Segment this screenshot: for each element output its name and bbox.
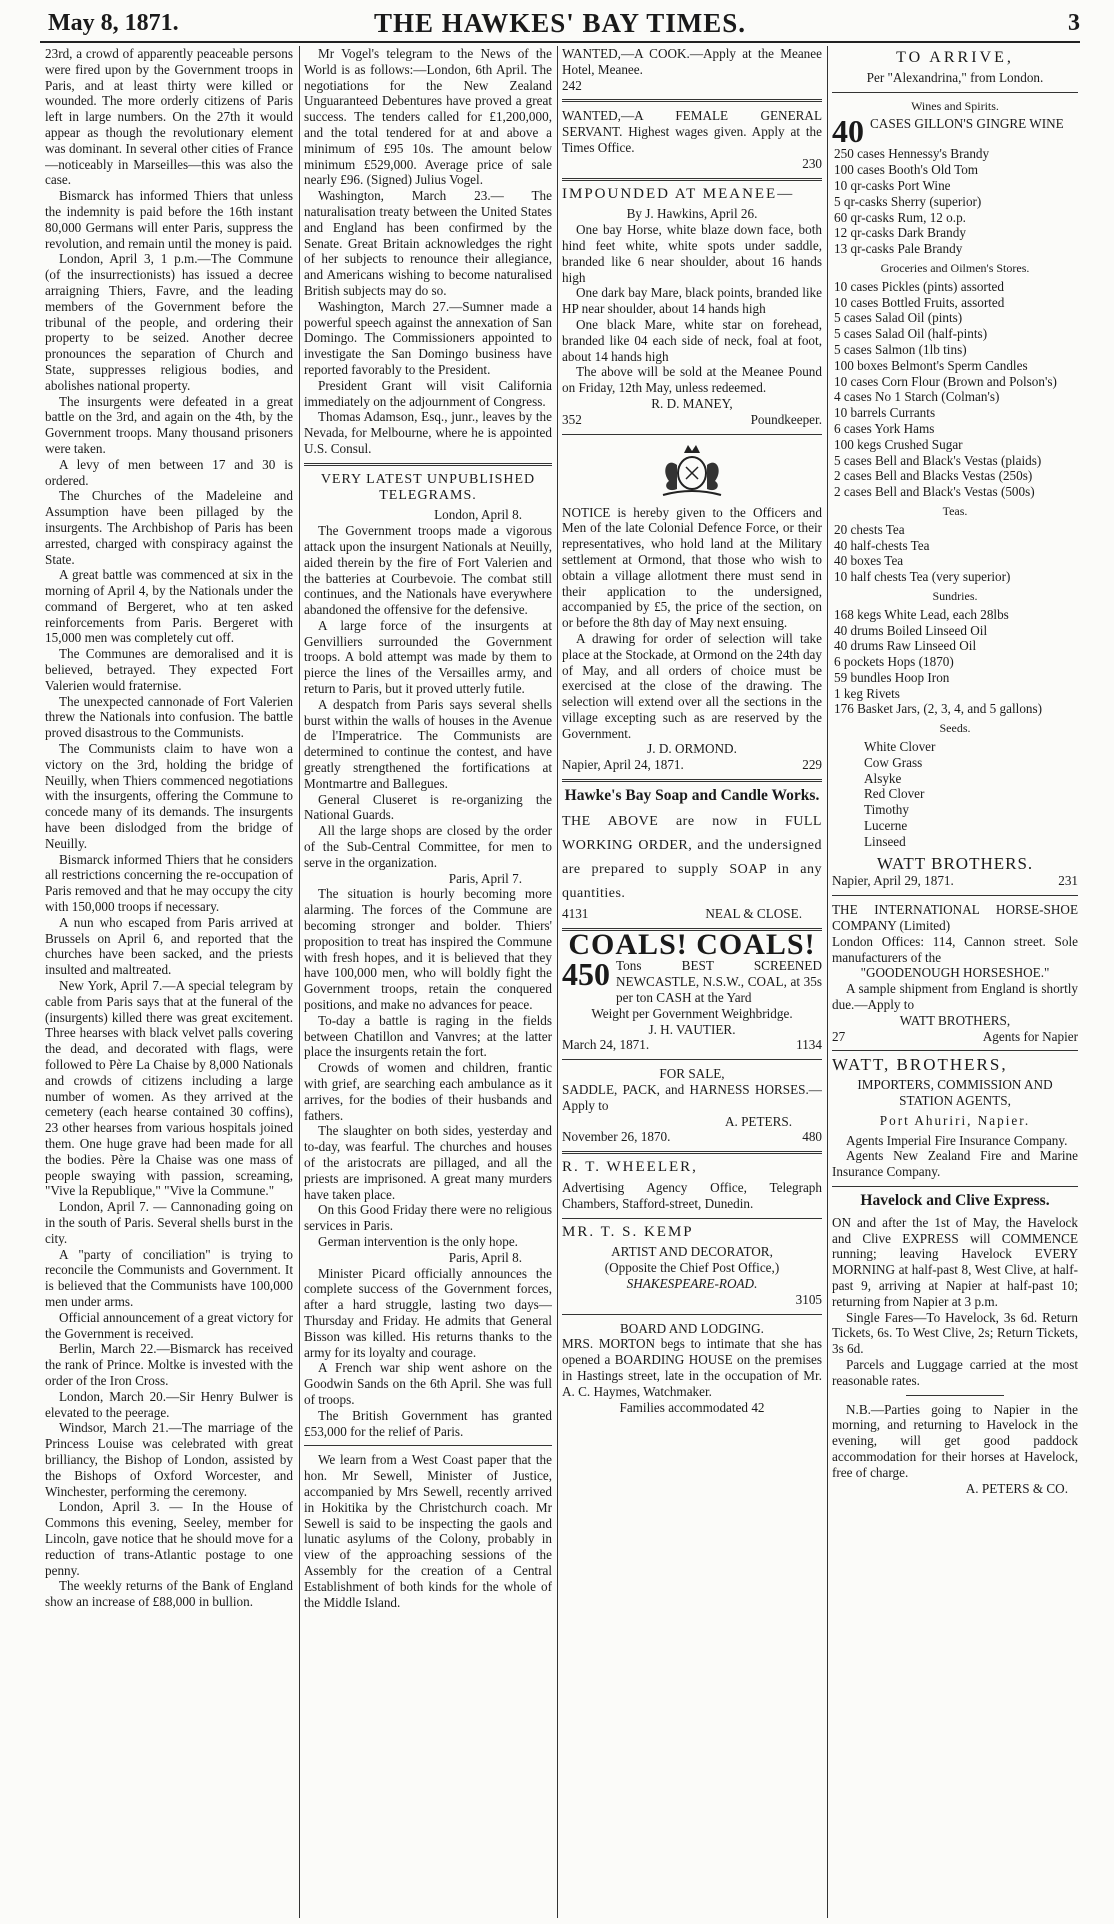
ad-text: Agents for Napier [982,1028,1078,1044]
ad-signature: NEAL & CLOSE. [705,905,802,921]
column-news-1 [45,46,293,1918]
ad-number: 3105 [795,1291,822,1307]
ad-express [832,1193,1078,1496]
divider [832,92,1078,93]
ad-text: A sample shipment from England is shortly due.—Apply to [832,981,1078,1013]
list-item: 12 qr-casks Dark Brandy [834,225,966,241]
ad-signature: WATT BROTHERS. [876,853,1034,873]
ad-date: March 24, 1871. [562,1037,650,1053]
list-item: 40 half-chests Tea [834,537,930,553]
news-paragraph: Washington, March 23.— The naturalisation treaty between the United States and England has been confirmed by the Senate. Great Britain acknowledges the right of her subjects to renounce their allegiance, and Americans wishing to become naturalised British subjects may do so. [304,188,552,298]
ad-signature: A. PETERS. [724,1113,792,1129]
ad-impounded [562,187,822,428]
list-item: Alsyke [864,770,902,786]
list-item: 4 cases No 1 Starch (Colman's) [834,389,1000,405]
news-paragraph: We learn from a West Coast paper that the hon. Mr Sewell, Minister of Justice, accompanied by Mrs Sewell, recently arrived in Hokitika by the Christchurch coach. Mr Sewell is said to be inspecting the gaols and lunatic asylums of the Colony, probably in view of the approaching sessions of the Assembly for the creation of a Central Establishment of both kinds for the whole of the Middle Island. [304,1452,552,1610]
list-item: 6 pockets Hops (1870) [834,654,954,670]
ad-heading: THE INTERNATIONAL HORSE-SHOE COMPANY (Limited) [832,902,1078,934]
list-item: 168 kegs White Lead, each 28lbs [834,606,1009,622]
list-item: 100 cases Booth's Old Tom [834,162,979,178]
column-divider [299,46,300,1918]
telegram-paragraphs [304,523,552,871]
ad-quantity: 40 [832,116,864,147]
list-item: 10 cases Corn Flour (Brown and Polson's) [834,373,1057,389]
dateline: Paris, April 7. [448,870,522,886]
news-paragraph: Washington, March 27.—Sumner made a powerful speech against the annexation of San Domingo. The Commissioners appointed to investigate the San Domingo business have reported favorably to the President. [304,298,552,377]
ad-date: November 26, 1870. [562,1129,671,1145]
ad-subheading: Per "Alexandrina," from London. [866,69,1044,85]
divider [562,434,822,435]
ad-kemp [562,1225,822,1308]
news-paragraph: London, April 3, 1 p.m.—The Commune (of the insurrectionists) has issued a decree arraigning Thiers, Favre, and the leading members of the Government before the tribunal of the people, and ordering their property to be seized. Another decree pronounces the separation of Church and State, suppresses religious bodies, and abolishes national property. [45,251,293,393]
list-item: 59 bundles Hoop Iron [834,669,950,685]
ad-text: THE ABOVE are now in FULL WORKING ORDER, and the undersigned are prepared to supply SOAP in any quantities. [562,813,822,901]
ad-body [562,222,822,396]
ad-text: Parcels and Luggage carried at the most reasonable rates. [832,1356,1078,1388]
divider [304,1445,552,1446]
ad-number: 229 [802,757,822,773]
page-number: 3 [1068,10,1080,36]
ad-for-sale [562,1066,822,1145]
ad-heading: TO ARRIVE, [896,49,1014,66]
royal-crest-icon [562,441,822,499]
ad-text: Weight per Government Weighbridge. [591,1005,793,1021]
ad-coals [562,927,822,1054]
list-item: 1 keg Rivets [834,685,900,701]
column-news-2 [304,46,552,1918]
news-paragraph: Windsor, March 21.—The marriage of the Princess Louise was celebrated with great brilliancy, the Bishop of London, assisted by the Bishops of Oxford Worcester, and Winchester, performing the ceremony. [45,1420,293,1499]
news-paragraph: A nun who escaped from Paris arrived at Brussels on April 6, and reported that the churches have been sacked, and the priests insulted and maltreated. [45,914,293,978]
divider [906,1395,1004,1396]
divider [304,463,552,466]
telegram-paragraphs [304,886,552,1249]
news-paragraph: The Communes are demoralised and it is believed, betrayed. They expected Fort Valerien would fraternise. [45,646,293,693]
list-item: 13 qr-casks Pale Brandy [834,241,963,257]
ad-text: "GOODENOUGH HORSESHOE." [860,965,1050,981]
news-paragraph: The Communists claim to have won a victory on the 3rd, holding the bridge of Neuilly, when Thiers commenced negotiations with the insurgents, offering the Commune to concede many of its demands. The insurgents have been dislodged from the bridge of Neuilly. [45,741,293,851]
list-item: 250 cases Hennessy's Brandy [834,146,990,162]
ad-number: 230 [802,155,822,171]
ad-text: SHAKESPEARE-ROAD. [626,1276,758,1292]
ad-number: 480 [802,1129,822,1145]
ad-date: Napier, April 29, 1871. [832,873,954,889]
news-paragraph: Bismarck informed Thiers that he considers all restrictions concerning the re-occupation of Paris removed and that he may occupy the city with 150,000 troops if necessary. [45,851,293,915]
ad-text: WANTED,—A COOK.—Apply at the Meanee Hotel, Meanee. [562,46,822,77]
ad-horseshoe [832,902,1078,1044]
list-item: 60 qr-casks Rum, 12 o.p. [834,209,966,225]
divider [562,178,822,181]
ad-heading: Havelock and Clive Express. [860,1192,1050,1209]
ad-text: WANTED,—A FEMALE GENERAL SERVANT. Highest wages given. Apply at the Times Office. [562,108,822,155]
ad-subheading: IMPORTERS, COMMISSION AND STATION AGENTS, [857,1077,1053,1109]
item-list [832,279,1078,500]
divider [562,1314,822,1315]
dateline: London, April 8. [434,507,522,523]
divider [562,1059,822,1060]
newspaper-title: THE HAWKES' BAY TIMES. [373,8,747,38]
list-item: 2 cases Bell and Black's Vestas (500s) [834,484,1035,500]
ad-number: 231 [1058,873,1078,889]
ad-heading: IMPOUNDED AT MEANEE— [562,185,795,202]
ad-text: N.B.—Parties going to Napier in the morning, and returning to Havelock in the evening, will get good paddock accommodation for their horses at Havelock, free of charge. [832,1401,1078,1480]
news-paragraph: Mr Vogel's telegram to the News of the World is as follows:—London, 6th April. The negotiations for the New Zealand Unguaranteed Debentures have proved a great success. The tenders called for £1,200,000, and the total tendered for at and above a minimum of £95 10s. The amount below minimum £529,000. Average price of sale nearly £96. (Signed) Julius Vogel. [304,46,552,188]
item-list [832,146,1078,257]
section-heading: Teas. [942,503,968,518]
ad-signature: A. PETERS & CO. [965,1480,1068,1496]
list-item: 5 cases Bell and Black's Vestas (plaids) [834,452,1042,468]
list-item: 10 cases Bottled Fruits, assorted [834,294,1005,310]
section-heading: Seeds. [939,721,971,736]
ad-text: Families accommodated 42 [619,1399,765,1415]
news-paragraph: London, April 7. — Cannonading going on in the south of Paris. Several shells burst in the city. [45,1199,293,1246]
news-paragraph: A great battle was commenced at six in the morning of April 4, by the Nationals under the command of Bergeret, who at ten asked reinforcements from Paris. Bergeret with 15,000 men was completely cut off. [45,567,293,646]
column-ads-2 [832,46,1078,1918]
news-paragraph: German intervention is the only hope. [318,1233,518,1249]
ad-text: Single Fares—To Havelock, 3s 6d. Return Tickets, 6s. To West Clive, 2s; Return Tickets, 3s 6d. [832,1309,1078,1357]
list-item: 40 drums Raw Linseed Oil [834,638,977,654]
ad-text: London Offices: 114, Cannon street. Sole manufacturers of the [832,933,1078,965]
item-list [832,522,1078,585]
section-heading: Wines and Spirits. [911,98,999,113]
ad-text: ARTIST AND DECORATOR, [611,1244,773,1260]
ad-heading: R. T. WHEELER, [562,1159,698,1176]
news-paragraph: Berlin, March 22.—Bismarck has received the rank of Prince. Moltke is invested with the order of the Iron Cross. [45,1341,293,1388]
news-paragraph: To-day a battle is raging in the fields between Chatillon and Vanvres; at the latter place the insurgents retain the fort. [304,1012,552,1060]
list-item: 10 cases Pickles (pints) assorted [834,278,1004,294]
ad-wanted-servant [562,108,822,171]
ad-paragraph: The above will be sold at the Meanee Pound on Friday, 12th May, unless redeemed. [562,364,822,396]
news-paragraph: The insurgents were defeated in a great battle on the 3rd, and again on the 4th, by the Government troops. Many thousand prisoners were taken. [45,393,293,456]
list-item: 100 kegs Crushed Sugar [834,436,963,452]
news-paragraph: A "party of conciliation" is trying to reconcile the Communists and Government. It is believed that the Communists have 100,000 men under arms. [45,1246,293,1309]
ad-text: Tons BEST SCREENED NEWCASTLE, N.S.W., COAL, at 35s per ton CASH at the Yard [616,958,822,1006]
news-paragraph: The Churches of the Madeleine and Assumption have been pillaged by the insurgents. The Archbishop of Paris has been arrested, charged with conspiracy against the State. [45,488,293,567]
list-item: 5 qr-casks Sherry (superior) [834,193,982,209]
list-item: 10 barrels Currants [834,405,936,421]
list-item: 100 boxes Belmont's Sperm Candles [834,357,1028,373]
ad-paragraph: One dark bay Mare, black points, branded like HP near shoulder, about 14 hands high [562,285,822,317]
ad-subheading: By J. Hawkins, April 26. [626,206,758,222]
section-heading: Sundries. [932,588,978,603]
ad-soap-works [562,788,822,922]
news-paragraph: All the large shops are closed by the order of the Sub-Central Committee, for men to serve in the organization. [304,823,552,870]
ad-number: 4131 [562,905,589,921]
ad-text: CASES GILLON'S GINGRE WINE [870,116,1064,132]
divider [562,779,822,782]
news-paragraph: The Government troops made a vigorous attack upon the insurgent Nationals at Neuilly, aided therein by the fire of Fort Valerien and the batteries at Courbevoie. The combat still continues, and the Nationals have everywhere abandoned the offensive for the defensive. [304,523,552,618]
ad-paragraph: One black Mare, white star on forehead, branded like 04 each side of neck, foal at foot, about 14 hands high [562,316,822,364]
masthead-rule [40,41,1080,43]
news-paragraph: A levy of men between 17 and 30 is ordered. [45,456,293,488]
ad-heading: WATT, BROTHERS, [832,1055,1008,1075]
ad-number: 27 [832,1028,846,1044]
telegram-paragraphs [304,1266,552,1440]
list-item: 40 boxes Tea [834,553,904,569]
ad-heading: FOR SALE, [659,1066,725,1082]
news-paragraphs [304,46,552,457]
news-paragraph: The British Government has granted £53,000 for the relief of Paris. [304,1407,552,1439]
ad-text: A drawing for order of selection will take place at the Stockade, at Ormond on the 24th day of May, and all orders of choice must be exercised at the close of the drawing. The selection will extend over all the sections in the village excepting such as are reserved by the Government. [562,630,822,741]
ad-text: Agents New Zealand Fire and Marine Insurance Company. [832,1148,1078,1180]
list-item: 5 cases Salad Oil (pints) [834,310,963,326]
news-paragraph: The slaughter on both sides, yesterday and to-day, was fearful. The churches and houses of the aristocrats are pillaged, and all the priests are imprisoned. A great many murders have taken place. [304,1123,552,1202]
list-item: 5 cases Salad Oil (half-pints) [834,326,988,342]
divider [562,1218,822,1219]
news-paragraph: A French war ship went ashore on the Goodwin Sands on the 6th April. She was full of troops. [304,1360,552,1407]
masthead [40,6,1080,40]
ad-signature: WATT BROTHERS, [899,1012,1011,1028]
divider [832,1186,1078,1187]
news-paragraph: General Cluseret is re-organizing the National Guards. [304,791,552,823]
news-paragraph: 23rd, a crowd of apparently peaceable persons were fired upon by the Government troops in Paris, and at least thirty were killed or wounded. The more orderly citizens of Paris left in large numbers. On the 27th it would appear as though the revolutionary element was dominant. In several other cities of France—noticeably in Marseilles—this was also the case. [45,46,293,188]
ad-notice-ormond [562,505,822,774]
column-divider [557,46,558,1918]
ad-text: Agents Imperial Fire Insurance Company. [846,1132,1068,1148]
ad-number: 352 [562,411,582,427]
ad-text: NOTICE is hereby given to the Officers and Men of the late Colonial Defence Force, or their representatives, who hold land at the Military settlement at Ormond, that those who wish to obtain a village allotment there must send in their application to the undersigned, accompanied by £5, the price of the section, on or before the 8th day of May next ensuing. [562,504,822,631]
news-paragraph: New York, April 7.—A special telegram by cable from Paris says that at the funeral of the (insurgents) killed there was great excitement. Three hearses with black velvet palls covering the dead, and decorated with flags, were followed to Père La Chaise by 8,000 Nationals and crowds of citizens including a large number of women. As they arrived at the cemetery (each hearse contained 30 coffins), 23 other hearses from various hospitals joined them. One huge grave had been made for all the bodies. Père la Chaise was one mass of people swaying with passion, screaming, "Vive la Republique," "Vive la Commune." [45,978,293,1199]
list-item: 2 cases Bell and Blacks Vestas (250s) [834,468,1033,484]
ad-heading: Hawke's Bay Soap and Candle Works. [564,787,820,805]
ad-heading: BOARD AND LODGING. [620,1320,764,1336]
ad-heading: COALS! COALS! [568,927,816,961]
list-item: Red Clover [864,786,925,802]
ad-quantity: 450 [562,956,610,993]
divider [562,99,822,102]
column-divider [827,46,828,1918]
news-paragraph: The unexpected cannonade of Fort Valerien threw the Nationals into confusion. The battle proved disastrous to the Communists. [45,693,293,741]
issue-date: May 8, 1871. [48,10,179,36]
column-ads-1 [562,46,822,1918]
ad-wheeler [562,1160,822,1211]
ad-text: Port Ahuriri, Napier. [879,1112,1031,1128]
news-paragraph: On this Good Friday there were no religious services in Paris. [304,1202,552,1234]
news-paragraph: The weekly returns of the Bank of England show an increase of £88,000 in bullion. [45,1578,293,1610]
news-paragraph: President Grant will visit California immediately on the adjournment of Congress. [304,377,552,409]
list-item: Lucerne [864,818,908,834]
divider [832,895,1078,896]
item-list [832,739,1078,850]
ad-signature-role: Poundkeeper. [750,411,822,427]
news-paragraph: Bismarck has informed Thiers that unless the indemnity is paid before the 16th instant 80,000 Germans will enter Paris, suppress the revolution, and remain until the money is paid. [45,188,293,251]
news-paragraph: A large force of the insurgents at Genvilliers surrounded the Government troops. A bold attempt was made by them to pierce the lines of the Versailles army, and return to Paris, but it proved utterly futile. [304,617,552,697]
news-paragraph: Minister Picard officially announces the complete success of the Government forces, after a hard struggle, lasting two days—Thursday and Friday. He admits that General Bisson was killed. His returns thanks to the army for its loyalty and courage. [304,1265,552,1360]
dateline: Paris, April 8. [448,1249,522,1265]
ad-text: SADDLE, PACK, and HARNESS HORSES.—Apply to [562,1082,822,1113]
list-item: 176 Basket Jars, (2, 3, 4, and 5 gallons) [834,701,1043,717]
ad-text: MRS. MORTON begs to intimate that she has opened a BOARDING HOUSE on the premises in Hastings street, late in the occupation of Mr. A. C. Haymes, Watchmaker. [562,1336,822,1399]
news-paragraph: A despatch from Paris says several shells burst within the walls of houses in the Avenue de l'Imperatrice. The Communists are determined to continue the contest, and have greatly strengthened the fortifications at Montmartre and Ballegues. [304,696,552,791]
ad-number: 1134 [796,1037,822,1053]
list-item: Linseed [864,833,906,849]
ad-watt-brothers [832,1057,1078,1180]
ad-heading: MR. T. S. KEMP [562,1223,694,1240]
telegrams-heading: VERY LATEST UNPUBLISHED TELEGRAMS. [320,471,536,503]
news-paragraph: London, March 20.—Sir Henry Bulwer is elevated to the peerage. [45,1388,293,1420]
news-paragraph: Official announcement of a great victory for the Government is received. [45,1309,293,1341]
ad-paragraph: One bay Horse, white blaze down face, both hind feet white, white spots under saddle, branded like 6 near shoulder, about 16 hands high [562,222,822,285]
ad-wanted-cook [562,46,822,93]
news-paragraph: The situation is hourly becoming more alarming. The forces of the Commune are becoming stronger and bolder. Thiers' proposition to treat has inspired the Commune with fresh hopes, and it is believed that they have 100,000 men, who will boldly fight the Government troops, retain the conquered positions, and make no advances for peace. [304,886,552,1013]
news-paragraph: Crowds of women and children, frantic with grief, are searching each ambulance as it arrives, for the bodies of their husbands and fathers. [304,1060,552,1123]
list-item: 20 chests Tea [834,521,905,537]
news-paragraph: London, April 3. — In the House of Commons this evening, Seeley, member for Lincoln, gave notice that he should move for a reduction of trans-Atlantic postage to one penny. [45,1499,293,1578]
ad-text: Advertising Agency Office, Telegraph Chambers, Stafford-street, Dunedin. [562,1180,822,1211]
list-item: Timothy [864,802,909,818]
ad-date: Napier, April 24, 1871. [562,757,684,773]
ad-signature: J. H. VAUTIER. [648,1021,736,1037]
news-paragraph: Thomas Adamson, Esq., junr., leaves by the Nevada, for Melbourne, where he is appointed U.S. Consul. [304,409,552,456]
divider [562,1151,822,1154]
list-item: Cow Grass [864,754,923,770]
list-item: 5 cases Salmon (1lb tins) [834,341,967,357]
list-item: 10 half chests Tea (very superior) [834,569,1011,585]
ad-text: ON and after the 1st of May, the Havelock and Clive EXPRESS will COMMENCE running; leaving Havelock EVERY MORNING at half-past 8, West Clive, at half-past 9, arriving at Napier at half-past 10; returning from Napier at 3 p.m. [832,1214,1078,1309]
list-item: 10 qr-casks Port Wine [834,177,951,193]
ad-signature: R. D. MANEY, [651,395,733,411]
list-item: 40 drums Boiled Linseed Oil [834,622,988,638]
ad-signature: J. D. ORMOND. [647,741,737,757]
item-list [832,607,1078,718]
section-heading: Groceries and Oilmen's Stores. [880,260,1030,275]
list-item: White Clover [864,739,936,755]
ad-number: 242 [562,77,582,93]
ad-board-lodging [562,1321,822,1416]
list-item: 6 cases York Hams [834,420,935,436]
divider [832,1050,1078,1051]
ad-text: (Opposite the Chief Post Office,) [604,1260,780,1276]
